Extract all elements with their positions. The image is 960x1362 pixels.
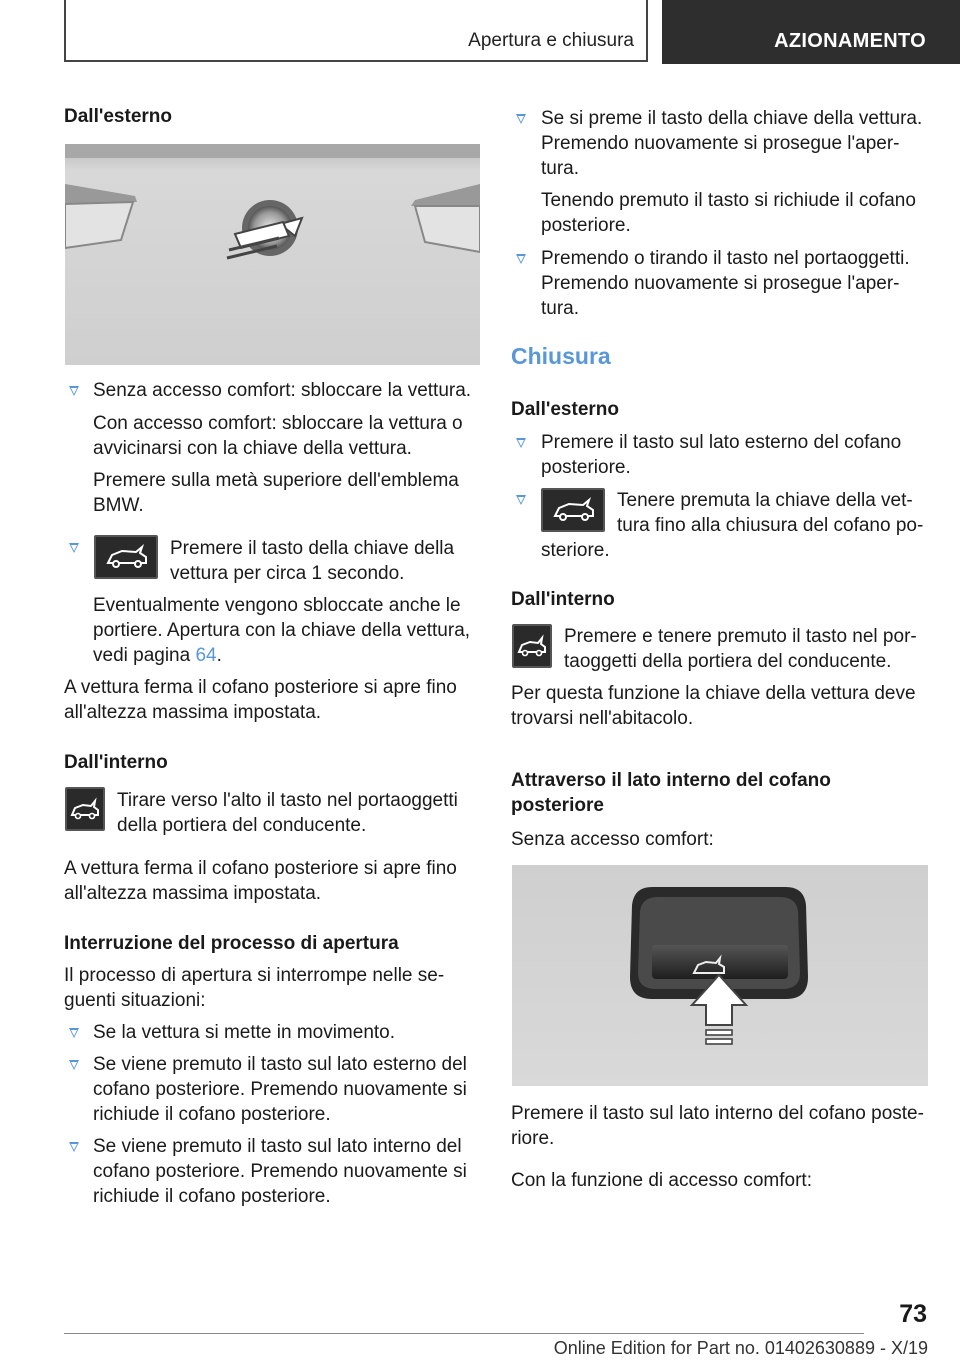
text-line: trovarsi nell'abitacolo. <box>511 708 694 729</box>
header-section-box <box>64 0 648 62</box>
text-line: BMW. <box>93 495 144 516</box>
text-line: Senza accesso comfort: sbloccare la vettura. <box>93 380 472 401</box>
glovebox-tailgate-button-icon <box>512 624 552 668</box>
text-line: Premere il tasto sul lato interno del cofano poste- <box>511 1103 924 1124</box>
text-line: della portiera del conducente. <box>117 815 367 836</box>
heading-inner-side-cont: posteriore <box>511 795 604 816</box>
text-line: Con accesso comfort: sbloccare la vettura o <box>93 413 463 434</box>
text-line: cofano posteriore. Premendo nuovamente si <box>93 1079 467 1100</box>
text-line: Se la vettura si mette in movimento. <box>93 1022 396 1043</box>
text-line: taoggetti della portiera del conducente. <box>564 651 892 672</box>
text-line: portiere. Apertura con la chiave della vettura, <box>93 620 471 641</box>
bullet-marker <box>516 254 526 264</box>
text-line: Premendo nuovamente si prosegue l'aper- <box>541 133 900 154</box>
text-fragment: vedi pagina <box>93 645 191 666</box>
footer-divider <box>64 1333 864 1334</box>
bullet-marker <box>69 1060 79 1070</box>
text-line: Eventualmente vengono sbloccate anche le <box>93 595 461 616</box>
text-line: riore. <box>511 1128 555 1149</box>
text-line: vettura per circa 1 secondo. <box>170 563 405 584</box>
heading-inner-side: Attraverso il lato interno del cofano <box>511 770 831 791</box>
footer-edition: Online Edition for Part no. 01402630889 - X/19 <box>553 1338 928 1358</box>
text-line: all'altezza massima impostata. <box>64 702 322 723</box>
text-line: richiude il cofano posteriore. <box>93 1186 331 1207</box>
text-line: tura. <box>541 158 580 179</box>
text-line: Premere sulla metà superiore dell'emblema <box>93 470 459 491</box>
bullet-marker <box>516 114 526 124</box>
heading-closing: Chiusura <box>511 343 611 369</box>
heading-outside-close: Dall'esterno <box>511 399 619 420</box>
text-line: A vettura ferma il cofano posteriore si apre fino <box>64 677 457 698</box>
text-line: Premere il tasto della chiave della <box>170 538 455 559</box>
text-line: A vettura ferma il cofano posteriore si apre fino <box>64 858 457 879</box>
inner-tailgate-button-photo <box>512 865 928 1086</box>
glovebox-tailgate-button-icon <box>65 787 105 831</box>
text-line: Senza accesso comfort: <box>511 829 714 850</box>
text-line <box>93 643 222 668</box>
text-line: Per questa funzione la chiave della vettura deve <box>511 683 916 704</box>
text-line: Tenendo premuto il tasto si richiude il cofano <box>541 190 916 211</box>
text-line: Se viene premuto il tasto sul lato esterno del <box>93 1054 467 1075</box>
header-chapter-title: AZIONAMENTO <box>774 30 926 52</box>
header-section-title: Apertura e chiusura <box>468 30 634 51</box>
text-line: all'altezza massima impostata. <box>64 883 322 904</box>
text-line: Premendo o tirando il tasto nel portaoggetti. <box>541 248 910 269</box>
text-line: Con la funzione di accesso comfort: <box>511 1170 812 1191</box>
text-line: richiude il cofano posteriore. <box>93 1104 331 1125</box>
bullet-marker <box>69 543 79 553</box>
text-line: Se viene premuto il tasto sul lato interno del <box>93 1136 462 1157</box>
header-chapter-box <box>662 0 960 64</box>
text-line: posteriore. <box>541 457 631 478</box>
text-line: Premendo nuovamente si prosegue l'aper- <box>541 273 900 294</box>
tailgate-emblem-photo <box>65 144 480 365</box>
heading-inside-open: Dall'interno <box>64 752 168 773</box>
text-line: cofano posteriore. Premendo nuovamente si <box>93 1161 467 1182</box>
text-line: tura. <box>541 298 580 319</box>
page-link-64[interactable]: 64 <box>195 645 217 666</box>
heading-outside-open: Dall'esterno <box>64 106 172 127</box>
text-line: steriore. <box>541 540 610 561</box>
bullet-marker <box>69 1142 79 1152</box>
text-line: Tenere premuta la chiave della vet- <box>617 490 913 511</box>
heading-inside-close: Dall'interno <box>511 589 615 610</box>
bullet-marker <box>69 1028 79 1038</box>
text-line: avvicinarsi con la chiave della vettura. <box>93 438 412 459</box>
page-number: 73 <box>899 1300 927 1328</box>
text-line: Premere e tenere premuto il tasto nel por- <box>564 626 917 647</box>
car-key-tailgate-icon <box>94 535 158 579</box>
text-line: guenti situazioni: <box>64 990 206 1011</box>
bullet-marker <box>69 386 79 396</box>
car-key-tailgate-icon <box>541 488 605 532</box>
text-line: posteriore. <box>541 215 631 236</box>
text-line: Premere il tasto sul lato esterno del cofano <box>541 432 902 453</box>
text-line: Il processo di apertura si interrompe nelle se- <box>64 965 445 986</box>
text-line: tura fino alla chiusura del cofano po- <box>617 515 924 536</box>
bullet-marker <box>516 438 526 448</box>
text-fragment: . <box>216 645 222 666</box>
heading-interrupt: Interruzione del processo di apertura <box>64 933 399 954</box>
text-line: Tirare verso l'alto il tasto nel portaoggetti <box>117 790 458 811</box>
bullet-marker <box>516 495 526 505</box>
text-line: Se si preme il tasto della chiave della vettura. <box>541 108 923 129</box>
